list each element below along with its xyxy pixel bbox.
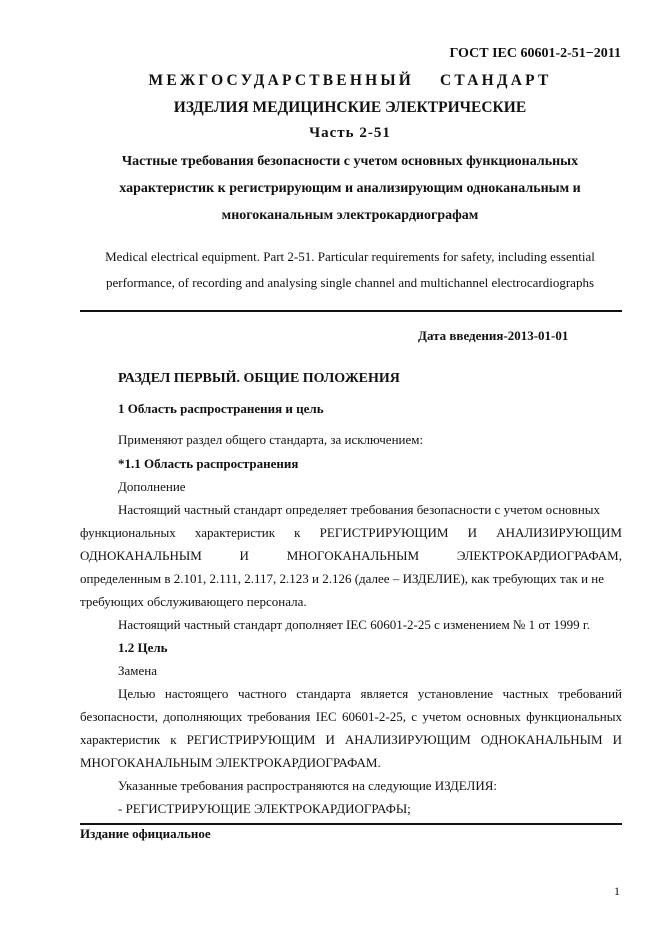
clause-1-2-title: 1.2 Цель xyxy=(118,640,168,655)
page-number: 1 xyxy=(614,884,620,898)
paragraph-line: ОДНОКАНАЛЬНЫМ И МНОГОКАНАЛЬНЫМ ЭЛЕКТРОКАРДИОГРАФАМ, xyxy=(80,548,622,563)
document-title: ИЗДЕЛИЯ МЕДИЦИНСКИЕ ЭЛЕКТРИЧЕСКИЕ xyxy=(173,99,527,116)
standard-type-word1: МЕЖГОСУДАРСТВЕННЫЙ xyxy=(148,72,415,89)
paragraph-line: Настоящий частный стандарт определяет требования безопасности с учетом основных xyxy=(118,502,601,517)
list-item: - РЕГИСТРИРУЮЩИЕ ЭЛЕКТРОКАРДИОГРАФЫ; xyxy=(118,801,411,816)
paragraph-line: безопасности, дополняющих требования IEC 60601-2-25, с учетом основных функциональных xyxy=(80,709,622,724)
english-title-line: performance, of recording and analysing single channel and multichannel electrocardiographs xyxy=(105,275,595,290)
clause-1-1-label: Дополнение xyxy=(118,479,186,494)
document-number: ГОСТ IEC 60601-2-51−2011 xyxy=(449,46,621,61)
introduction-date: Дата введения-2013-01-01 xyxy=(418,328,569,343)
document-part: Часть 2-51 xyxy=(309,125,391,141)
paragraph-line: требующих обслуживающего персонала. xyxy=(80,594,307,609)
document-subtitle xyxy=(80,148,620,229)
clause-1-1-supplement: Настоящий частный стандарт дополняет IEC 60601-2-25 с изменением № 1 от 1999 г. xyxy=(118,617,590,632)
title-divider xyxy=(80,310,622,312)
paragraph-line: характеристик к РЕГИСТРИРУЮЩИМ И АНАЛИЗИРУЮЩИМ ОДНОКАНАЛЬНЫМ И xyxy=(80,732,622,747)
paragraph-line: МНОГОКАНАЛЬНЫМ ЭЛЕКТРОКАРДИОГРАФАМ. xyxy=(80,755,381,770)
clause-1-2-label: Замена xyxy=(118,663,158,678)
clause-1-title: 1 Область распространения и цель xyxy=(118,401,324,416)
paragraph-line: Целью настоящего частного стандарта является установление частных требований xyxy=(118,686,622,701)
official-edition-note: Издание официальное xyxy=(80,826,211,841)
standard-type-heading xyxy=(80,72,620,90)
subtitle-line: Частные требования безопасности с учетом основных функциональных xyxy=(121,154,579,169)
section-title: РАЗДЕЛ ПЕРВЫЙ. ОБЩИЕ ПОЛОЖЕНИЯ xyxy=(118,371,400,386)
footer-divider xyxy=(80,823,622,825)
standard-type-word2: СТАНДАРТ xyxy=(440,72,552,89)
subtitle-line: многоканальным электрокардиографам xyxy=(221,208,479,223)
clause-1-text: Применяют раздел общего стандарта, за исключением: xyxy=(118,432,424,447)
subtitle-line: характеристик к регистрирующим и анализирующим одноканальным и xyxy=(119,181,581,196)
english-title-line: Medical electrical equipment. Part 2-51. Particular requirements for safety, including essential xyxy=(105,249,595,264)
clause-1-2-scope-intro: Указанные требования распространяются на следующие ИЗДЕЛИЯ: xyxy=(118,778,498,793)
clause-1-1-title: *1.1 Область распространения xyxy=(118,456,299,471)
paragraph-line: функциональных характеристик к РЕГИСТРИРУЮЩИМ И АНАЛИЗИРУЮЩИМ xyxy=(80,525,622,540)
paragraph-line: определенным в 2.101, 2.111, 2.117, 2.123 и 2.126 (далее – ИЗДЕЛИЕ), как требующих так и не xyxy=(80,571,605,586)
english-title xyxy=(80,244,620,296)
